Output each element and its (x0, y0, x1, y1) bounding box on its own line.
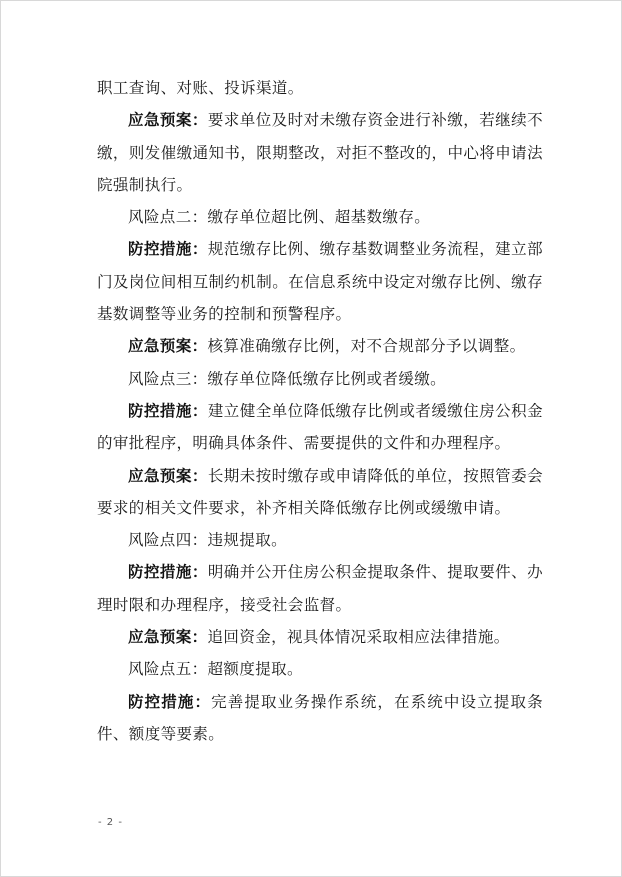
paragraph-label: 防控措施： (128, 692, 212, 711)
paragraph-text: 建立健全单位降低缴存比例或者缓缴住房公积金的审批程序，明确具体条件、需要提供的文件和办理程序。 (97, 401, 543, 453)
paragraph-text: 超额度提取。 (207, 660, 303, 679)
paragraph-emergency-plan (97, 460, 543, 525)
paragraph-label: 风险点二： (128, 208, 208, 227)
paragraph-text: 违规提取。 (207, 531, 288, 550)
paragraph-label: 风险点五： (128, 660, 208, 679)
paragraph-label: 应急预案： (128, 628, 208, 647)
paragraph-text: 核算准确缴存比例，对不合规部分予以调整。 (207, 337, 526, 356)
page-number: - 2 - (98, 817, 123, 828)
paragraph-text: 追回资金，视具体情况采取相应法律措施。 (207, 628, 510, 647)
paragraph (97, 72, 543, 104)
paragraph-control-measure (97, 233, 543, 330)
paragraph-text: 长期未按时缴存或申请降低的单位，按照管委会要求的相关文件要求，补齐相关降低缴存比例或缓缴申请。 (97, 466, 543, 517)
paragraph-label: 应急预案： (128, 337, 208, 356)
paragraph-risk-point (97, 653, 543, 685)
paragraph-control-measure (97, 556, 543, 621)
paragraph-risk-point (97, 363, 543, 395)
paragraph-emergency-plan (97, 621, 543, 653)
paragraph-text: 职工查询、对账、投诉渠道。 (97, 79, 304, 97)
paragraph-text: 要求单位及时对未缴存资金进行补缴，若继续不缴，则发催缴通知书，限期整改，对拒不整改的，中心将申请法院强制执行。 (97, 111, 543, 194)
paragraph-emergency-plan (97, 330, 543, 362)
paragraph-emergency-plan (97, 104, 543, 201)
paragraph-text: 缴存单位超比例、超基数缴存。 (207, 208, 431, 227)
paragraph-control-measure (97, 686, 543, 751)
paragraph-text: 规范缴存比例、缴存基数调整业务流程，建立部门及岗位间相互制约机制。在信息系统中设定对缴存比例、缴存基数调整等业务的控制和预警程序。 (97, 240, 543, 324)
paragraph-label: 风险点三： (128, 369, 208, 388)
paragraph-label: 防控措施： (128, 240, 208, 259)
paragraph-text: 明确并公开住房公积金提取条件、提取要件、办理时限和办理程序，接受社会监督。 (97, 563, 543, 614)
paragraph-text: 缴存单位降低缴存比例或者缓缴。 (207, 369, 447, 388)
paragraph-label: 防控措施： (128, 563, 208, 582)
document-body (97, 72, 543, 750)
paragraph-label: 风险点四： (128, 531, 208, 550)
paragraph-label: 防控措施： (128, 401, 208, 420)
paragraph-risk-point (97, 201, 543, 233)
paragraph-risk-point (97, 524, 543, 556)
paragraph-label: 应急预案： (128, 111, 208, 130)
paragraph-text: 完善提取业务操作系统，在系统中设立提取条件、额度等要素。 (97, 692, 543, 743)
paragraph-control-measure (97, 395, 543, 460)
paragraph-label: 应急预案： (128, 466, 208, 485)
